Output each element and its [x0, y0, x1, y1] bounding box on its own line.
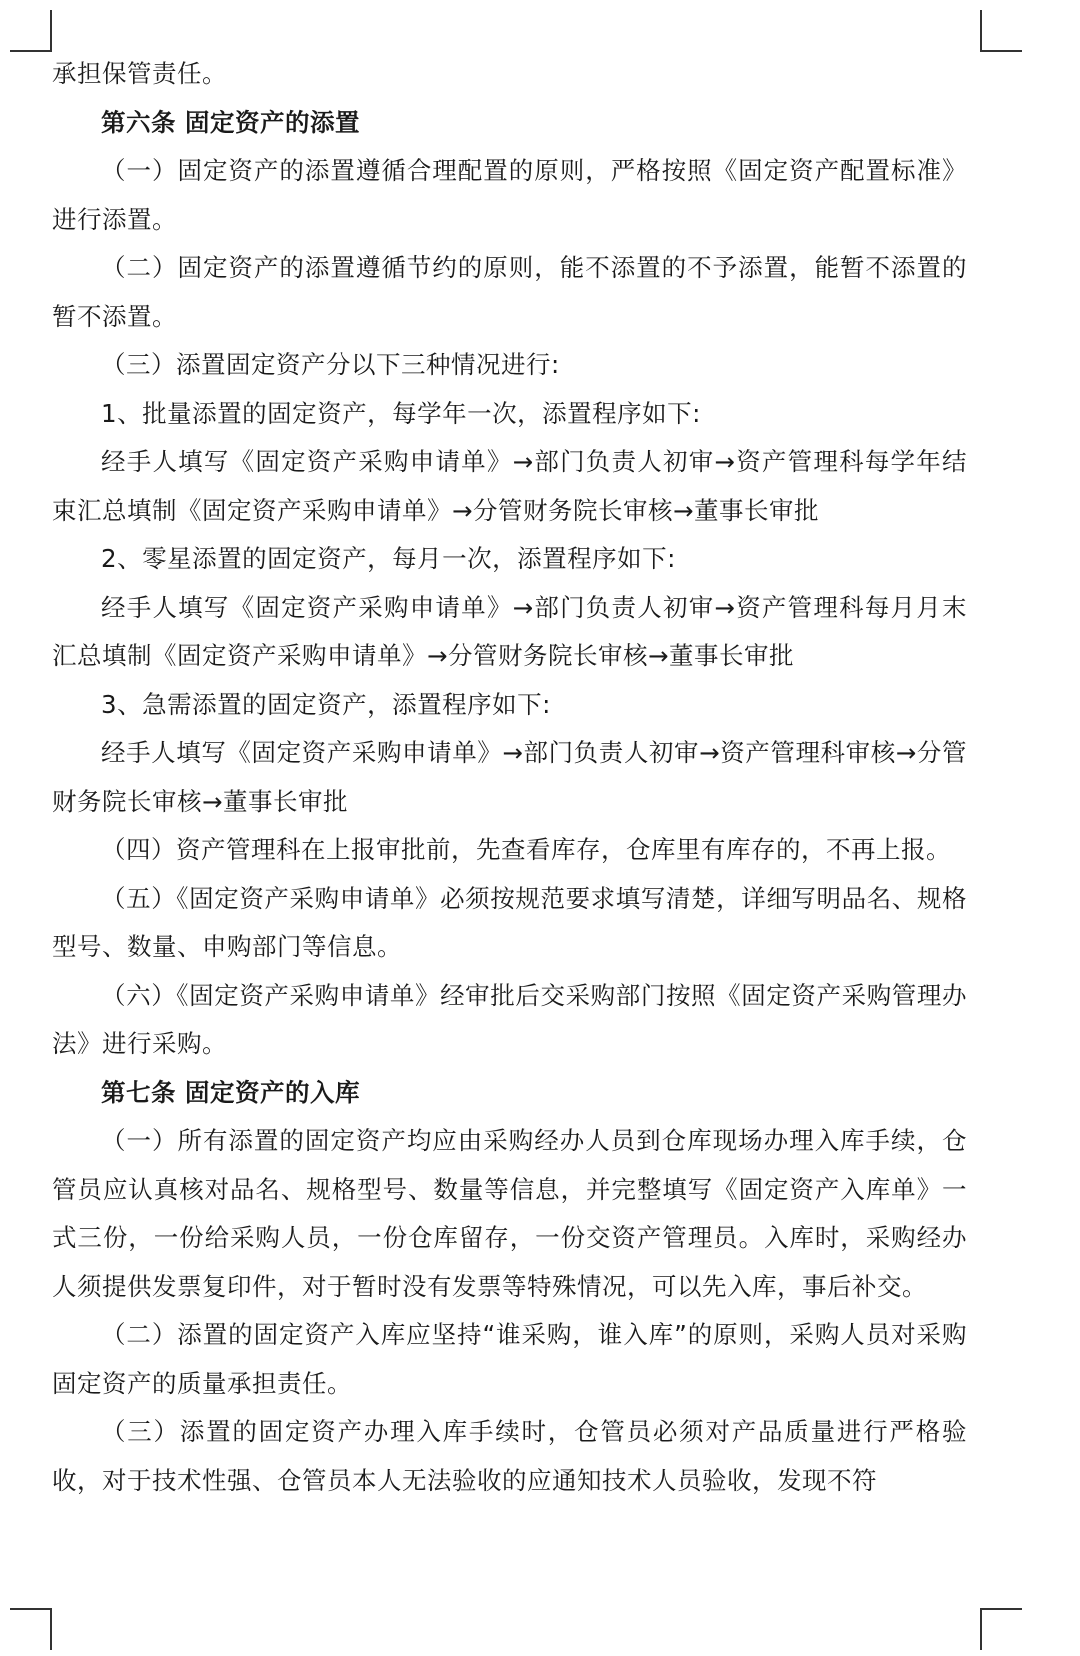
paragraph: 经手人填写《固定资产采购申请单》→部门负责人初审→资产管理科每月月末汇总填制《固定资产采购申请单》→分管财务院长审核→董事长审批	[52, 592, 967, 670]
crop-mark-top-right	[980, 10, 1022, 52]
paragraph: 1、批量添置的固定资产，每学年一次，添置程序如下:	[101, 398, 701, 428]
paragraph: 3、急需添置的固定资产，添置程序如下:	[101, 689, 551, 719]
crop-mark-bottom-right	[980, 1608, 1022, 1650]
paragraph: （四）资产管理科在上报审批前，先查看库存，仓库里有库存的，不再上报。	[101, 835, 951, 864]
paragraph: 承担保管责任。	[52, 59, 227, 88]
section-heading: 第七条 固定资产的入库	[101, 1077, 361, 1107]
paragraph: （三）添置的固定资产办理入库手续时，仓管员必须对产品质量进行严格验收，对于技术性强、仓管员本人无法验收的应通知技术人员验收，发现不符	[52, 1417, 967, 1495]
paragraph: （五）《固定资产采购申请单》必须按规范要求填写清楚，详细写明品名、规格型号、数量、申购部门等信息。	[52, 883, 967, 961]
paragraph: （一）所有添置的固定资产均应由采购经办人员到仓库现场办理入库手续，仓管员应认真核对品名、规格型号、数量等信息，并完整填写《固定资产入库单》一式三份，一份给采购人员，一份仓库留存，一份交资产管理员。入库时，采购经办人须提供发票复印件，对于暂时没有发票等特殊情况，可以先入库，事后补交。	[52, 1126, 967, 1301]
paragraph: 经手人填写《固定资产采购申请单》→部门负责人初审→资产管理科每学年结束汇总填制《固定资产采购申请单》→分管财务院长审核→董事长审批	[52, 447, 967, 525]
document-body	[52, 50, 967, 1505]
section-heading: 第六条 固定资产的添置	[101, 107, 361, 137]
paragraph: 2、零星添置的固定资产，每月一次，添置程序如下:	[101, 544, 676, 573]
crop-mark-bottom-left	[10, 1608, 52, 1650]
paragraph: （一）固定资产的添置遵循合理配置的原则，严格按照《固定资产配置标准》进行添置。	[52, 156, 967, 234]
crop-mark-top-left	[10, 10, 52, 52]
paragraph: （二）添置的固定资产入库应坚持“谁采购，谁入库”的原则，采购人员对采购固定资产的质量承担责任。	[52, 1320, 967, 1398]
paragraph: （三）添置固定资产分以下三种情况进行:	[101, 350, 560, 379]
paragraph: （六）《固定资产采购申请单》经审批后交采购部门按照《固定资产采购管理办法》进行采购。	[52, 980, 967, 1058]
paragraph: （二）固定资产的添置遵循节约的原则，能不添置的不予添置，能暂不添置的暂不添置。	[52, 253, 967, 331]
paragraph: 经手人填写《固定资产采购申请单》→部门负责人初审→资产管理科审核→分管财务院长审核→董事长审批	[52, 738, 967, 816]
